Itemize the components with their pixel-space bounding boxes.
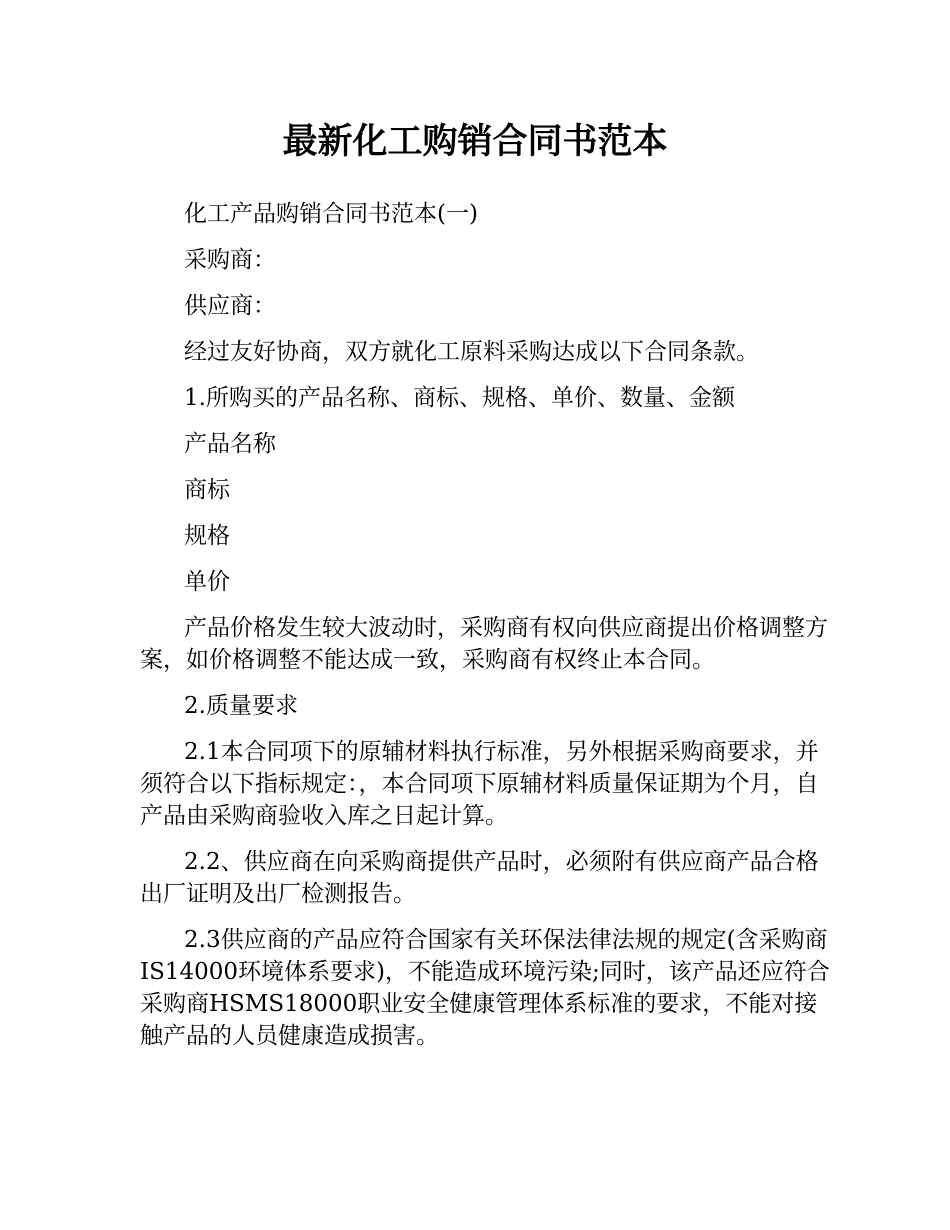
document-body: [140, 198, 830, 1066]
paragraph-clause-1: 1.所购买的产品名称、商标、规格、单价、数量、金额: [184, 385, 735, 411]
paragraph-trademark: 商标: [184, 477, 230, 503]
paragraph-product-name: 产品名称: [184, 431, 276, 457]
paragraph-contract-subtitle: 化工产品购销合同书范本(一): [184, 201, 478, 227]
paragraph-clause-2-2: 2.2、供应商在向采购商提供产品时，必须附有供应商产品合格出厂证明及出厂检测报告。: [140, 849, 819, 907]
document-title: 最新化工购销合同书范本: [282, 122, 668, 162]
paragraph-purchaser: 采购商：: [184, 247, 276, 273]
paragraph-clause-2-3: 2.3供应商的产品应符合国家有关环保法律法规的规定(含采购商IS14000环境体系要求)，不能造成环境污染;同时，该产品还应符合采购商HSMS18000职业安全健康管理体系标准的要求，不能对接触产品的人员健康造成损害。: [140, 927, 830, 1049]
paragraph-supplier: 供应商：: [184, 293, 276, 319]
paragraph-unit-price: 单价: [184, 569, 230, 595]
paragraph-clause-2-1: 2.1本合同项下的原辅材料执行标准，另外根据采购商要求，并须符合以下指标规定：，本合同项下原辅材料质量保证期为个月，自产品由采购商验收入库之日起计算。: [140, 739, 819, 829]
paragraph-specification: 规格: [184, 523, 230, 549]
paragraph-price-adjustment: 产品价格发生较大波动时，采购商有权向供应商提出价格调整方案，如价格调整不能达成一致，采购商有权终止本合同。: [140, 615, 828, 673]
paragraph-clause-2: 2.质量要求: [184, 693, 298, 719]
paragraph-preamble: 经过友好协商，双方就化工原料采购达成以下合同条款。: [184, 339, 759, 365]
